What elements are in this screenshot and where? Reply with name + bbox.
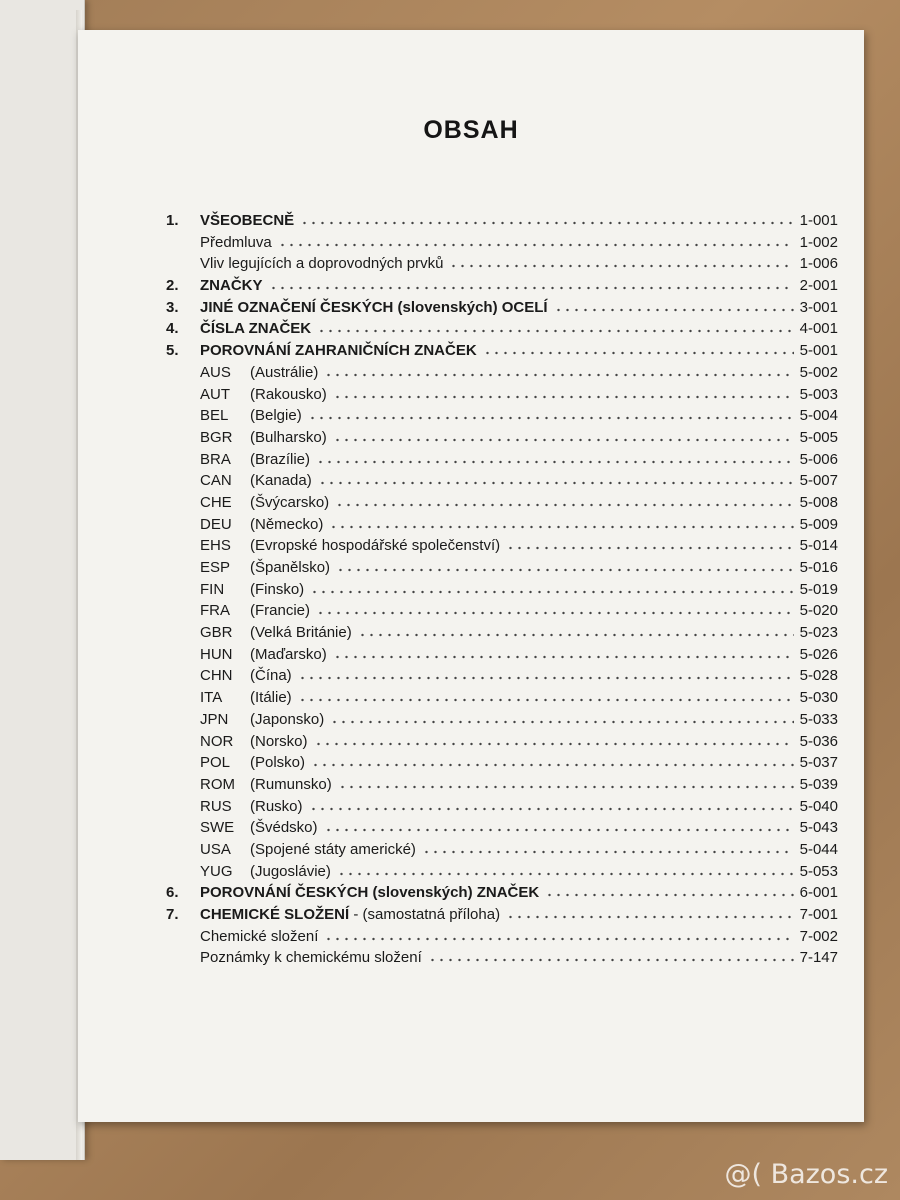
toc-entry-note: - (samostatná příloha) (349, 906, 501, 923)
toc-entry-title: Předmluva (200, 233, 272, 251)
dot-leader (316, 450, 794, 464)
country-code: AUS (200, 363, 231, 381)
toc-entry-title: ČÍSLA ZNAČEK (200, 320, 312, 338)
toc-entry (166, 232, 838, 254)
toc-page-number: 2-001 (799, 277, 838, 295)
country-code: CAN (200, 472, 232, 490)
toc-page-number: 5-036 (799, 732, 838, 750)
toc-entry-title: (Itálie) (250, 689, 292, 707)
toc-page-number: 5-023 (799, 624, 838, 642)
toc-page-number: 5-007 (799, 472, 838, 490)
dot-leader (316, 601, 794, 615)
toc-page-number: 5-039 (799, 775, 838, 793)
toc-entry-title: (Japonsko) (250, 710, 325, 728)
dot-leader (317, 319, 794, 333)
dot-leader (545, 883, 793, 897)
country-code: ROM (200, 775, 235, 793)
toc-entry (166, 253, 838, 275)
toc-page-number: 6-001 (799, 884, 838, 902)
toc-entry-number: 7. (166, 906, 179, 923)
dot-leader (483, 341, 794, 355)
toc-page-number: 5-026 (799, 645, 838, 663)
toc-entry-number: 6. (166, 884, 179, 902)
dot-leader (449, 254, 793, 268)
previous-page (0, 0, 85, 1160)
toc-page-number: 5-053 (799, 862, 838, 880)
dot-leader (298, 666, 794, 680)
toc-entry-title: (Maďarsko) (250, 645, 327, 663)
toc-page-number: 5-003 (799, 385, 838, 403)
toc-entry-title: (Španělsko) (250, 559, 331, 576)
toc-entry (166, 600, 838, 622)
toc-page-number: 5-040 (799, 797, 838, 815)
toc-entry-title: JINÉ OZNAČENÍ ČESKÝCH (slovenských) OCELÍ (200, 298, 548, 316)
toc-entry-title: (Rusko) (250, 797, 303, 815)
toc-page-number: 5-004 (799, 407, 838, 425)
dot-leader (309, 797, 794, 811)
country-code: FRA (200, 602, 230, 620)
toc-entry-title: (Rakousko) (250, 385, 327, 403)
dot-leader (269, 276, 794, 290)
toc-page-number: 5-037 (799, 754, 838, 772)
dot-leader (308, 406, 794, 420)
toc-entry-title: (Brazílie) (250, 450, 311, 468)
country-code: AUT (200, 385, 230, 403)
toc-entry (166, 926, 838, 948)
document-page (78, 30, 864, 1122)
toc-entry-title: (Polsko) (250, 754, 306, 772)
toc-page-number: 5-002 (799, 363, 838, 381)
toc-page-number: 4-001 (799, 320, 838, 338)
toc-entry-number: 2. (166, 277, 179, 295)
toc-page-number: 5-019 (799, 580, 838, 598)
dot-leader (338, 775, 794, 789)
watermark: @( Bazos.cz (724, 1159, 888, 1190)
dot-leader (311, 753, 794, 767)
country-code: CHE (200, 493, 232, 511)
country-code: USA (200, 840, 231, 858)
toc-entry (166, 731, 838, 753)
toc-entry-title: (Švédsko) (250, 819, 318, 837)
country-code: RUS (200, 797, 232, 815)
toc-entry (166, 492, 838, 514)
dot-leader (329, 515, 793, 529)
toc-entry (166, 904, 838, 926)
toc-entry-title: Vliv legujících a doprovodných prvků (200, 255, 444, 273)
country-code: ITA (200, 689, 223, 707)
dot-leader (333, 645, 794, 659)
toc-entry (166, 796, 838, 818)
country-code: JPN (200, 710, 229, 728)
toc-entry-number: 4. (166, 320, 179, 338)
country-code: POL (200, 754, 231, 772)
toc-entry (166, 449, 838, 471)
toc-entry-title: (Jugoslávie) (250, 862, 331, 880)
toc-entry-title: (Belgie) (250, 407, 302, 425)
toc-page-number: 7-001 (799, 906, 838, 923)
toc-entry (166, 882, 838, 904)
toc-page-number: 5-020 (799, 602, 838, 620)
table-of-contents (166, 210, 838, 969)
dot-leader (428, 948, 794, 962)
country-code: DEU (200, 515, 232, 533)
country-code: EHS (200, 537, 231, 555)
toc-entry-title: POROVNÁNÍ ČESKÝCH (slovenských) ZNAČEK (200, 884, 540, 902)
toc-page-number: 7-002 (799, 927, 838, 945)
toc-page-number: 5-014 (799, 537, 838, 555)
toc-page-number: 5-033 (799, 710, 838, 728)
country-code: YUG (200, 862, 233, 880)
toc-entry-title: POROVNÁNÍ ZAHRANIČNÍCH ZNAČEK (200, 342, 477, 360)
toc-entry (166, 340, 838, 362)
dot-leader (324, 927, 793, 941)
dot-leader (335, 493, 793, 507)
toc-entry (166, 817, 838, 839)
toc-entry (166, 297, 838, 319)
toc-page-number: 1-006 (799, 255, 838, 273)
dot-leader (506, 905, 794, 919)
toc-page-number: 5-006 (799, 450, 838, 468)
toc-entry-title: (Norsko) (250, 732, 308, 750)
toc-entry-title: (Velká Británie) (250, 624, 352, 642)
toc-page-number: 7-147 (799, 949, 838, 967)
dot-leader (300, 211, 793, 225)
country-code: GBR (200, 624, 233, 642)
dot-leader (333, 385, 794, 399)
toc-entry-title: ZNAČKY (200, 277, 263, 295)
toc-entry (166, 709, 838, 731)
toc-entry (166, 275, 838, 297)
dot-leader (324, 363, 793, 377)
toc-entry (166, 318, 838, 340)
toc-entry (166, 644, 838, 666)
toc-entry (166, 514, 838, 536)
dot-leader (422, 840, 794, 854)
toc-page-number: 5-005 (799, 428, 838, 446)
toc-page-number: 5-030 (799, 689, 838, 707)
country-code: NOR (200, 732, 234, 750)
toc-entry (166, 687, 838, 709)
country-code: BEL (200, 407, 229, 425)
toc-entry-title: (Austrálie) (250, 363, 319, 381)
toc-entry (166, 579, 838, 601)
country-code: HUN (200, 645, 233, 663)
dot-leader (318, 471, 794, 485)
toc-entry-number: 3. (166, 298, 179, 316)
toc-page-number: 5-009 (799, 515, 838, 533)
toc-entry (166, 752, 838, 774)
toc-entry (166, 861, 838, 883)
toc-page-number: 5-001 (799, 342, 838, 360)
country-code: CHN (200, 667, 233, 685)
dot-leader (506, 536, 794, 550)
country-code: BGR (200, 428, 233, 446)
dot-leader (324, 818, 794, 832)
toc-entry (166, 210, 838, 232)
toc-entry-title: VŠEOBECNĚ (200, 212, 295, 229)
page-title: OBSAH (423, 116, 519, 144)
toc-entry-title: (Švýcarsko) (250, 493, 330, 511)
toc-entry (166, 535, 838, 557)
toc-entry (166, 557, 838, 579)
toc-page-number: 3-001 (799, 298, 838, 316)
toc-entry-number: 1. (166, 212, 179, 229)
toc-entry-title: (Finsko) (250, 580, 305, 598)
toc-entry-title: (Čína) (250, 667, 292, 685)
dot-leader (554, 298, 794, 312)
toc-entry-title: (Bulharsko) (250, 428, 327, 446)
dot-leader (314, 732, 794, 746)
toc-page-number: 1-001 (799, 212, 838, 229)
toc-entry (166, 665, 838, 687)
toc-entry-title: (Spojené státy americké) (250, 840, 416, 858)
toc-page-number: 5-044 (799, 840, 838, 858)
toc-entry-title: (Rumunsko) (250, 775, 332, 793)
toc-entry-title: Poznámky k chemickému složení (200, 949, 422, 967)
toc-entry (166, 427, 838, 449)
toc-entry-title: Chemické složení (200, 927, 319, 945)
toc-entry-title: (Evropské hospodářské společenství) (250, 537, 501, 555)
toc-entry (166, 470, 838, 492)
country-code: ESP (200, 559, 231, 576)
toc-entry (166, 405, 838, 427)
toc-entry-title: (Francie) (250, 602, 311, 620)
toc-entry (166, 774, 838, 796)
toc-entry-number: 5. (166, 342, 179, 360)
toc-entry (166, 947, 838, 969)
toc-page-number: 5-028 (799, 667, 838, 685)
dot-leader (337, 862, 794, 876)
dot-leader (330, 710, 793, 724)
dot-leader (333, 428, 794, 442)
dot-leader (358, 623, 794, 637)
country-code: FIN (200, 580, 225, 598)
toc-page-number: 5-043 (799, 819, 838, 837)
toc-entry (166, 384, 838, 406)
toc-entry (166, 839, 838, 861)
country-code: SWE (200, 819, 235, 837)
dot-leader (336, 558, 794, 572)
toc-page-number: 5-008 (799, 493, 838, 511)
toc-page-number: 1-002 (799, 233, 838, 251)
toc-entry (166, 362, 838, 384)
toc-entry-title: (Kanada) (250, 472, 312, 490)
toc-entry (166, 622, 838, 644)
dot-leader (278, 233, 794, 247)
dot-leader (298, 688, 794, 702)
country-code: BRA (200, 450, 231, 468)
toc-page-number: 5-016 (799, 559, 838, 576)
toc-entry-title: CHEMICKÉ SLOŽENÍ (200, 906, 350, 923)
toc-entry-title: (Německo) (250, 515, 324, 533)
dot-leader (310, 580, 793, 594)
